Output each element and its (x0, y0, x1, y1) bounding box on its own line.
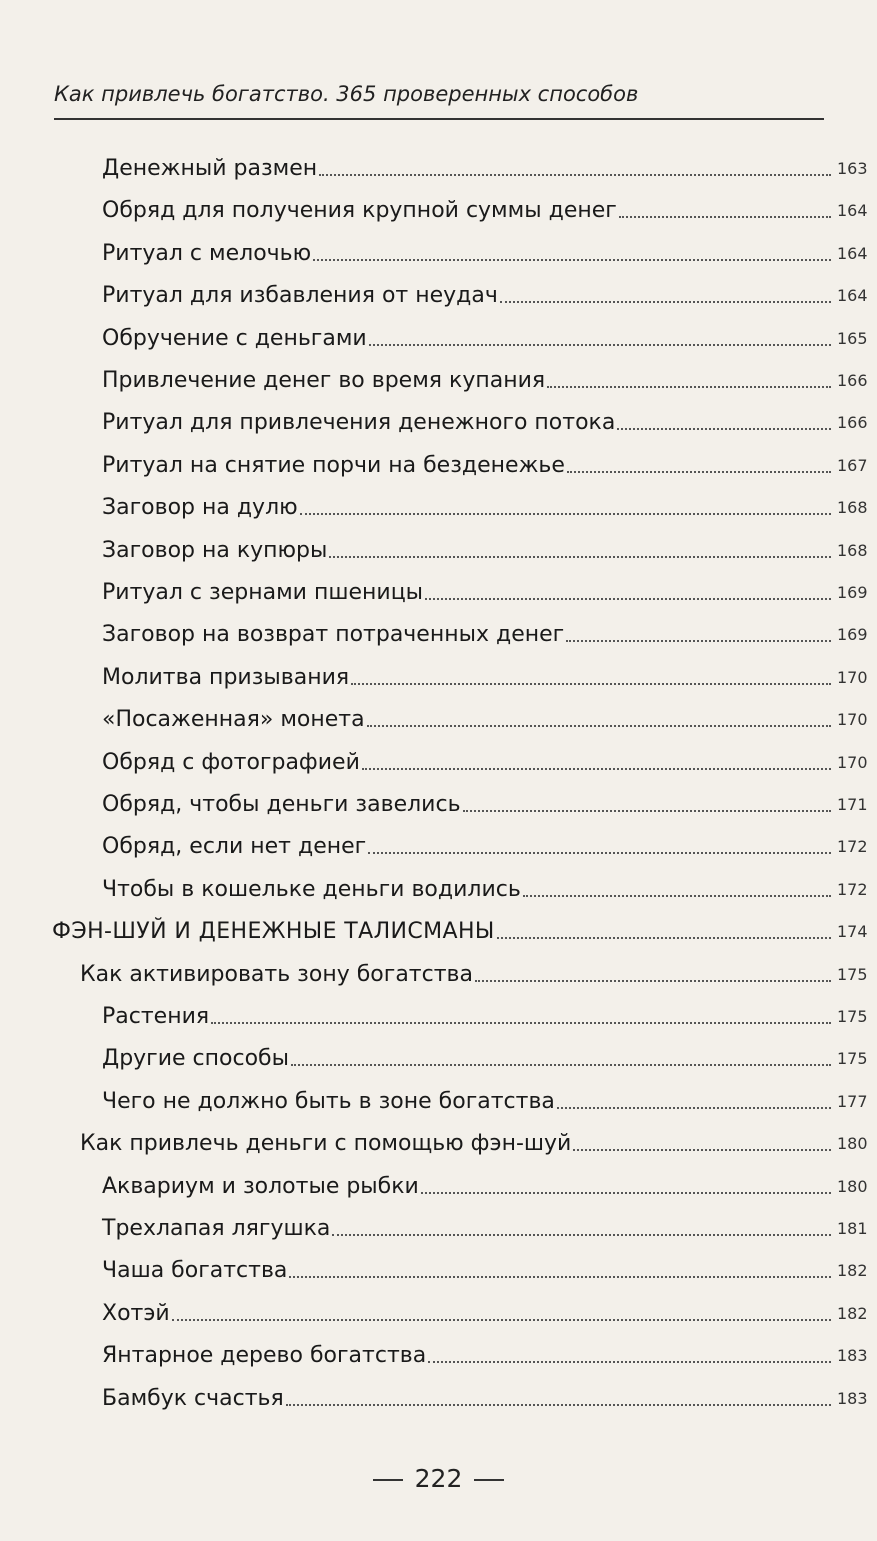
toc-entry-title: Растения (102, 1004, 210, 1029)
toc-entry-title: Молитва призывания (102, 664, 350, 690)
toc-entry-page: 180 (837, 1134, 868, 1154)
toc-entry (0, 1030, 877, 1072)
toc-entry (0, 394, 877, 436)
toc-entry-page: 169 (837, 625, 868, 645)
toc-dot-leader (573, 1149, 831, 1151)
toc-entry-page: 175 (837, 1049, 868, 1069)
toc-entry (0, 988, 877, 1030)
toc-entry-title: Ритуал с зернами пшеницы (102, 580, 424, 605)
toc-dot-leader (291, 1064, 831, 1066)
toc-entry-page: 170 (837, 667, 868, 687)
toc-entry-page: 169 (837, 583, 868, 602)
toc-dot-leader (300, 513, 831, 515)
toc-entry (0, 564, 877, 606)
toc-dot-leader (329, 556, 831, 558)
toc-dot-leader (428, 1361, 831, 1363)
toc-entry (0, 310, 877, 352)
running-header: Как привлечь богатство. 365 проверенных способов (54, 82, 639, 106)
toc-entry-title: Обряд с фотографией (102, 749, 360, 775)
toc-dot-leader (425, 598, 831, 600)
toc-dot-leader (566, 640, 831, 642)
toc-dot-leader (211, 1022, 831, 1024)
toc-entry-title: ФЭН-ШУЙ И ДЕНЕЖНЫЕ ТАЛИСМАНЫ (52, 919, 495, 945)
toc-entry-title: Привлечение денег во время купания (102, 368, 546, 393)
toc-dot-leader (319, 174, 831, 176)
toc-entry-title: Чаша богатства (102, 1258, 288, 1284)
toc-entry-title: Как привлечь деньги с помощью фэн-шуй (80, 1131, 572, 1157)
toc-entry-page: 177 (837, 1091, 868, 1111)
footer-dash-right (474, 1479, 504, 1481)
toc-entry (0, 903, 877, 945)
toc-entry (0, 1073, 877, 1115)
toc-entry-page: 166 (837, 413, 868, 433)
toc-entry-title: Обряд, чтобы деньги завелись (102, 792, 461, 817)
toc-entry-title: Хотэй (102, 1300, 170, 1326)
toc-entry-title: «Посаженная» монета (102, 707, 365, 733)
toc-entry (0, 1242, 877, 1284)
toc-entry-title: Обряд, если нет денег (102, 834, 367, 860)
toc-dot-leader (619, 216, 831, 218)
toc-entry-title: Другие способы (102, 1046, 289, 1072)
toc-entry-page: 164 (837, 286, 868, 306)
toc-dot-leader (617, 428, 831, 430)
toc-entry (0, 352, 877, 394)
toc-entry-title: Заговор на дулю (102, 495, 298, 521)
toc-entry (0, 1285, 877, 1327)
toc-dot-leader (497, 937, 831, 939)
toc-dot-leader (567, 471, 831, 473)
toc-entry-page: 166 (837, 371, 868, 390)
toc-dot-leader (172, 1319, 831, 1321)
toc-entry (0, 1200, 877, 1242)
toc-entry-page: 165 (837, 328, 868, 348)
toc-dot-leader (500, 301, 831, 303)
toc-entry-title: Обручение с деньгами (102, 325, 367, 351)
header-rule (54, 118, 824, 120)
toc-dot-leader (362, 768, 831, 770)
toc-dot-leader (368, 852, 831, 854)
toc-entry (0, 225, 877, 267)
toc-entry (0, 267, 877, 309)
toc-entry (0, 437, 877, 479)
toc-entry (0, 691, 877, 733)
toc-entry (0, 649, 877, 691)
toc-entry-title: Чтобы в кошельке деньги водились (102, 876, 521, 902)
toc-entry-title: Трехлапая лягушка (102, 1216, 331, 1241)
toc-dot-leader (463, 810, 831, 812)
toc-entry (0, 818, 877, 860)
toc-dot-leader (351, 683, 831, 685)
toc-dot-leader (557, 1107, 831, 1109)
toc-entry (0, 1158, 877, 1200)
toc-dot-leader (286, 1404, 831, 1406)
toc-entry-title: Денежный размен (102, 156, 318, 181)
toc-entry (0, 182, 877, 224)
toc-entry-page: 163 (837, 159, 868, 178)
toc-entry-title: Как активировать зону богатства (80, 961, 473, 987)
page-number: 222 (414, 1464, 463, 1493)
toc-entry-page: 182 (837, 1303, 868, 1323)
toc-entry-page: 183 (837, 1388, 868, 1408)
toc-dot-leader (547, 386, 831, 388)
toc-entry-title: Чего не должно быть в зоне богатства (102, 1088, 555, 1114)
toc-entry-page: 168 (837, 540, 868, 560)
toc-entry-title: Заговор на купюры (102, 537, 328, 563)
toc-dot-leader (289, 1276, 831, 1278)
toc-dot-leader (475, 980, 831, 982)
toc-entry-page: 180 (837, 1176, 868, 1196)
toc-entry-page: 167 (837, 455, 868, 475)
toc-entry-title: Ритуал для избавления от неудач (102, 283, 498, 309)
toc-entry (0, 734, 877, 776)
toc-entry-title: Янтарное дерево богатства (102, 1343, 427, 1369)
toc-entry (0, 1370, 877, 1412)
toc-entry-page: 175 (837, 1007, 868, 1026)
toc-entry-title: Аквариум и золотые рыбки (102, 1173, 419, 1199)
toc-entry (0, 861, 877, 903)
toc-entry (0, 479, 877, 521)
page-footer (0, 1464, 877, 1493)
toc-entry-title: Ритуал на снятие порчи на безденежье (102, 452, 565, 478)
toc-dot-leader (523, 895, 831, 897)
toc-entry-page: 170 (837, 752, 868, 772)
toc-entry-title: Обряд для получения крупной суммы денег (102, 198, 617, 224)
toc-entry-page: 172 (837, 837, 868, 857)
toc-entry (0, 1327, 877, 1369)
toc-entry-page: 172 (837, 879, 868, 899)
toc-entry-page: 164 (837, 201, 868, 221)
toc-entry (0, 522, 877, 564)
toc-entry-page: 171 (837, 795, 868, 814)
toc-dot-leader (367, 725, 831, 727)
toc-entry (0, 1115, 877, 1157)
toc-entry-page: 175 (837, 964, 868, 984)
toc-entry (0, 140, 877, 182)
toc-entry-page: 174 (837, 922, 868, 942)
footer-dash-left (373, 1479, 403, 1481)
toc-entry-page: 170 (837, 710, 868, 730)
toc-entry (0, 946, 877, 988)
toc-entry-page: 168 (837, 498, 868, 518)
toc-entry-page: 181 (837, 1219, 868, 1238)
toc-entry-page: 164 (837, 243, 868, 263)
toc-dot-leader (421, 1192, 831, 1194)
toc-dot-leader (369, 344, 831, 346)
toc-dot-leader (332, 1234, 831, 1236)
toc-entry (0, 776, 877, 818)
toc-dot-leader (313, 259, 831, 261)
toc-entry-page: 183 (837, 1346, 868, 1366)
toc-entry-title: Ритуал с мелочью (102, 240, 312, 266)
toc-entry-title: Заговор на возврат потраченных денег (102, 622, 565, 648)
toc-entry-title: Бамбук счастья (102, 1385, 284, 1411)
toc-entry-title: Ритуал для привлечения денежного потока (102, 410, 616, 436)
toc-entry (0, 606, 877, 648)
toc-entry-page: 182 (837, 1261, 868, 1281)
